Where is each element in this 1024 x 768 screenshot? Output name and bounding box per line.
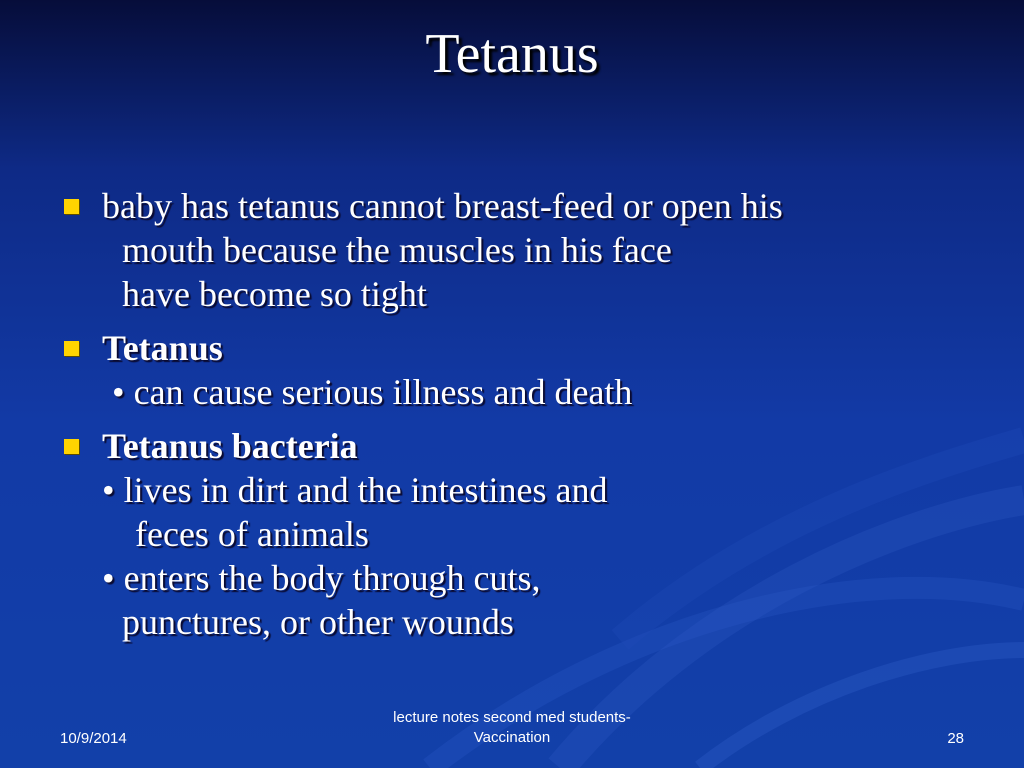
- bullet-square-icon: [64, 439, 79, 454]
- bullet-3-sub-3: • enters the body through cuts,: [102, 558, 541, 598]
- footer-center-text: [362, 708, 662, 748]
- slide-title: Tetanus: [425, 23, 599, 85]
- bullet-square-icon: [64, 341, 79, 356]
- footer-course-line: lecture notes second med students-: [393, 709, 631, 726]
- bullet-3-heading: Tetanus bacteria: [102, 426, 358, 466]
- bullet-2-sub-1: • can cause serious illness and death: [112, 372, 633, 412]
- bullet-2-heading: Tetanus: [102, 328, 223, 368]
- footer-date: 10/9/2014: [60, 730, 127, 747]
- bullet-1-line-3: have become so tight: [122, 274, 427, 314]
- bullet-3-sub-2: feces of animals: [135, 514, 369, 554]
- bullet-square-icon: [64, 199, 79, 214]
- bullet-1-line-1: baby has tetanus cannot breast-feed or open his: [102, 186, 783, 226]
- bullet-1-line-2: mouth because the muscles in his face: [122, 230, 672, 270]
- footer-topic-line: Vaccination: [473, 729, 551, 746]
- footer-page-number: 28: [947, 730, 964, 747]
- bullet-3-sub-1: • lives in dirt and the intestines and: [102, 470, 608, 510]
- bullet-3-sub-4: punctures, or other wounds: [122, 602, 514, 642]
